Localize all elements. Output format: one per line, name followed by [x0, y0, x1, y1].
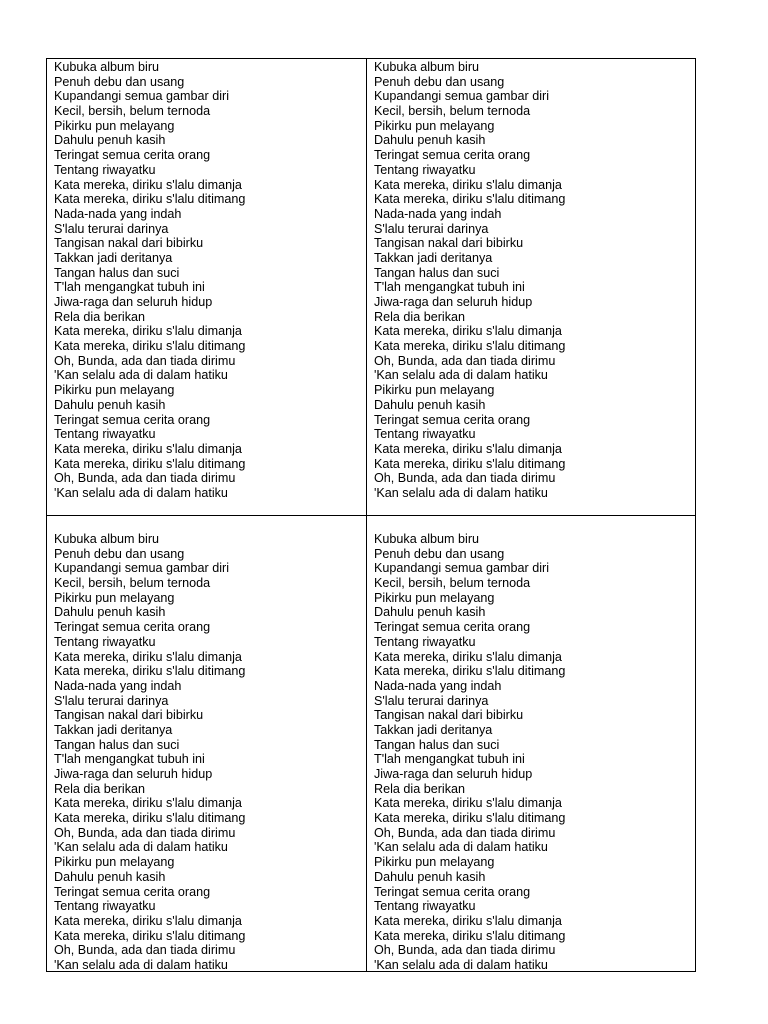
lyric-line: Pikirku pun melayang	[54, 855, 175, 870]
lyric-line: Kata mereka, diriku s'lalu ditimang	[54, 664, 246, 679]
lyric-line: Takkan jadi deritanya	[374, 722, 493, 737]
lyric-line: Dahulu penuh kasih	[54, 133, 166, 148]
lyric-line: Takkan jadi deritanya	[54, 722, 173, 737]
lyric-line: Oh, Bunda, ada dan tiada dirimu	[54, 943, 236, 958]
lyric-line: Kubuka album biru	[374, 532, 480, 546]
lyric-line: Teringat semua cerita orang	[54, 148, 211, 163]
lyric-line: Tentang riwayatku	[54, 899, 156, 914]
lyric-line: Dahulu penuh kasih	[374, 869, 486, 884]
lyric-line: Dahulu penuh kasih	[374, 605, 486, 620]
lyric-line: Kata mereka, diriku s'lalu ditimang	[374, 664, 566, 679]
lyric-line: T'lah mengangkat tubuh ini	[54, 752, 205, 767]
lyric-line: Kata mereka, diriku s'lalu ditimang	[374, 928, 566, 943]
lyric-line: Penuh debu dan usang	[54, 74, 185, 89]
lyrics-table	[46, 58, 696, 972]
lyric-line: Kata mereka, diriku s'lalu ditimang	[54, 192, 246, 207]
lyric-line: Kata mereka, diriku s'lalu ditimang	[374, 192, 566, 207]
lyric-line: Pikirku pun melayang	[54, 590, 175, 605]
lyric-line: Tangan halus dan suci	[374, 265, 500, 280]
lyric-line: Dahulu penuh kasih	[374, 133, 486, 148]
lyric-line: Kubuka album biru	[54, 532, 160, 546]
lyric-line: Nada-nada yang indah	[54, 678, 182, 693]
lyric-line: Kata mereka, diriku s'lalu dimanja	[54, 649, 242, 664]
lyric-line: 'Kan selalu ada di dalam hatiku	[374, 957, 548, 971]
lyric-line: Rela dia berikan	[374, 309, 466, 324]
lyrics-cell-bottom-left	[47, 516, 367, 971]
lyric-line: Kata mereka, diriku s'lalu ditimang	[54, 339, 246, 354]
lyric-line: Kata mereka, diriku s'lalu ditimang	[374, 811, 566, 826]
lyric-line: Tentang riwayatku	[374, 899, 476, 914]
lyric-line: Penuh debu dan usang	[54, 546, 185, 561]
lyric-line: Teringat semua cerita orang	[54, 412, 211, 427]
lyric-line: Rela dia berikan	[374, 781, 466, 796]
lyric-line: Kata mereka, diriku s'lalu dimanja	[374, 913, 562, 928]
lyric-line: Oh, Bunda, ada dan tiada dirimu	[374, 471, 556, 486]
lyric-line: Penuh debu dan usang	[374, 546, 505, 561]
lyric-line: Kata mereka, diriku s'lalu ditimang	[54, 928, 246, 943]
lyric-line: Oh, Bunda, ada dan tiada dirimu	[374, 943, 556, 958]
lyric-line: Pikirku pun melayang	[54, 118, 175, 133]
lyric-line: Rela dia berikan	[54, 781, 146, 796]
lyric-line: Pikirku pun melayang	[374, 855, 495, 870]
lyric-line: Teringat semua cerita orang	[374, 412, 531, 427]
lyric-line: Kata mereka, diriku s'lalu dimanja	[374, 177, 562, 192]
lyrics-cell-bottom-right	[367, 516, 696, 971]
lyric-line: Kata mereka, diriku s'lalu dimanja	[374, 324, 562, 339]
lyric-line: Tangisan nakal dari bibirku	[54, 236, 204, 251]
lyric-line: Dahulu penuh kasih	[54, 605, 166, 620]
lyric-line: Kecil, bersih, belum ternoda	[54, 104, 211, 119]
lyric-line: Kata mereka, diriku s'lalu dimanja	[374, 796, 562, 811]
lyric-line: Kata mereka, diriku s'lalu dimanja	[54, 324, 242, 339]
lyric-line: 'Kan selalu ada di dalam hatiku	[54, 957, 228, 971]
lyric-line: Takkan jadi deritanya	[374, 250, 493, 265]
lyric-line: Kata mereka, diriku s'lalu dimanja	[54, 796, 242, 811]
lyric-line: Oh, Bunda, ada dan tiada dirimu	[374, 353, 556, 368]
lyric-line: Teringat semua cerita orang	[374, 884, 531, 899]
lyric-line: S'lalu terurai darinya	[54, 221, 169, 236]
lyric-line: Pikirku pun melayang	[374, 118, 495, 133]
lyric-line: Kata mereka, diriku s'lalu ditimang	[54, 456, 246, 471]
lyric-line: Kecil, bersih, belum ternoda	[374, 576, 531, 591]
lyric-line: T'lah mengangkat tubuh ini	[374, 752, 525, 767]
lyric-line: 'Kan selalu ada di dalam hatiku	[54, 368, 228, 383]
lyric-line: Kubuka album biru	[374, 60, 480, 74]
lyric-line: Takkan jadi deritanya	[54, 250, 173, 265]
lyric-line: Nada-nada yang indah	[374, 678, 502, 693]
lyric-line: Pikirku pun melayang	[374, 590, 495, 605]
lyric-line: Jiwa-raga dan seluruh hidup	[374, 295, 533, 309]
lyric-line: Kupandangi semua gambar diri	[54, 89, 230, 104]
lyric-line: Tentang riwayatku	[54, 427, 156, 442]
lyric-line: 'Kan selalu ada di dalam hatiku	[374, 840, 548, 855]
lyric-line: 'Kan selalu ada di dalam hatiku	[374, 485, 548, 500]
lyric-line: Rela dia berikan	[54, 309, 146, 324]
lyric-line: Teringat semua cerita orang	[54, 620, 211, 635]
lyric-line: T'lah mengangkat tubuh ini	[54, 280, 205, 295]
lyric-line: Penuh debu dan usang	[374, 74, 505, 89]
lyric-line: 'Kan selalu ada di dalam hatiku	[54, 485, 228, 500]
lyric-line: Kupandangi semua gambar diri	[374, 89, 550, 104]
lyric-line: Oh, Bunda, ada dan tiada dirimu	[54, 825, 236, 840]
lyrics-cell-top-right	[367, 59, 696, 516]
lyric-line: Kata mereka, diriku s'lalu dimanja	[54, 913, 242, 928]
lyric-line: S'lalu terurai darinya	[374, 693, 489, 708]
lyric-line: 'Kan selalu ada di dalam hatiku	[54, 840, 228, 855]
lyric-line: Teringat semua cerita orang	[374, 148, 531, 163]
lyric-line: Dahulu penuh kasih	[54, 397, 166, 412]
lyric-line: Kecil, bersih, belum ternoda	[374, 104, 531, 119]
lyric-line: Jiwa-raga dan seluruh hidup	[54, 295, 213, 309]
lyric-line: Kata mereka, diriku s'lalu dimanja	[54, 177, 242, 192]
lyric-line: Kubuka album biru	[54, 60, 160, 74]
lyric-line: Kata mereka, diriku s'lalu ditimang	[374, 456, 566, 471]
lyric-line: 'Kan selalu ada di dalam hatiku	[374, 368, 548, 383]
lyric-line: Tangisan nakal dari bibirku	[374, 236, 524, 251]
lyric-line: Kata mereka, diriku s'lalu ditimang	[374, 339, 566, 354]
lyric-line: Tentang riwayatku	[54, 162, 156, 177]
lyric-line: Dahulu penuh kasih	[374, 397, 486, 412]
lyric-line: Nada-nada yang indah	[54, 206, 182, 221]
lyric-line: Kata mereka, diriku s'lalu dimanja	[374, 441, 562, 456]
lyric-line: Kupandangi semua gambar diri	[374, 561, 550, 576]
lyric-line: Pikirku pun melayang	[54, 383, 175, 398]
lyric-line: Teringat semua cerita orang	[374, 620, 531, 635]
lyric-line: Teringat semua cerita orang	[54, 884, 211, 899]
lyric-line: Kata mereka, diriku s'lalu ditimang	[54, 811, 246, 826]
lyric-line: S'lalu terurai darinya	[54, 693, 169, 708]
lyric-line: Tangan halus dan suci	[374, 737, 500, 752]
lyric-line: Tentang riwayatku	[374, 162, 476, 177]
lyric-line: Jiwa-raga dan seluruh hidup	[374, 767, 533, 781]
lyric-line: Oh, Bunda, ada dan tiada dirimu	[374, 825, 556, 840]
lyric-line: Oh, Bunda, ada dan tiada dirimu	[54, 471, 236, 486]
lyric-line: Nada-nada yang indah	[374, 206, 502, 221]
lyric-line: Tentang riwayatku	[374, 634, 476, 649]
lyrics-cell-top-left	[47, 59, 367, 516]
lyric-line: Tangan halus dan suci	[54, 265, 180, 280]
lyric-line: Dahulu penuh kasih	[54, 869, 166, 884]
lyric-line: Tangan halus dan suci	[54, 737, 180, 752]
lyric-line: Tangisan nakal dari bibirku	[374, 708, 524, 723]
lyric-line: T'lah mengangkat tubuh ini	[374, 280, 525, 295]
lyric-line: Kecil, bersih, belum ternoda	[54, 576, 211, 591]
lyric-line: Tentang riwayatku	[54, 634, 156, 649]
lyric-line: Kata mereka, diriku s'lalu dimanja	[374, 649, 562, 664]
lyric-line: Kata mereka, diriku s'lalu dimanja	[54, 441, 242, 456]
lyric-line: S'lalu terurai darinya	[374, 221, 489, 236]
lyric-line: Kupandangi semua gambar diri	[54, 561, 230, 576]
lyric-line: Tentang riwayatku	[374, 427, 476, 442]
lyric-line: Pikirku pun melayang	[374, 383, 495, 398]
lyric-line: Oh, Bunda, ada dan tiada dirimu	[54, 353, 236, 368]
lyric-line: Tangisan nakal dari bibirku	[54, 708, 204, 723]
lyric-line: Jiwa-raga dan seluruh hidup	[54, 767, 213, 781]
